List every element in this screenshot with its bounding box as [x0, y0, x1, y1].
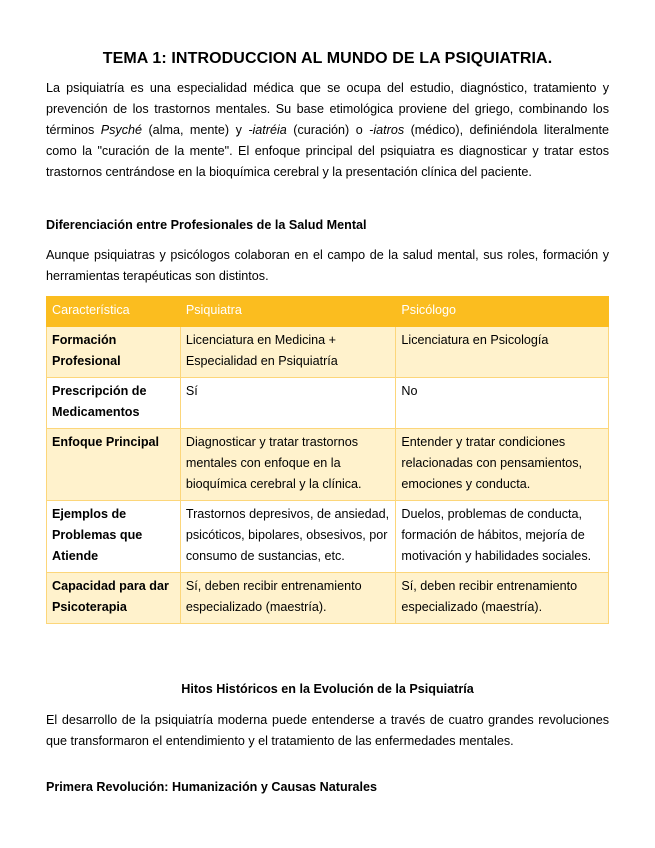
psychologist-cell: Sí, deben recibir entrenamiento especializado (maestría).: [396, 573, 609, 624]
history-paragraph: El desarrollo de la psiquiatría moderna puede entenderse a través de cuatro grandes revoluciones que transformaron el entendimiento y el tratamiento de las enfermedades mentales.: [46, 713, 609, 748]
table-row: [47, 327, 609, 378]
intro-text-4: (médico), definiéndola literalmente como la "curación de la mente". El enfoque principal del psiquiatra es diagnosticar y tratar estos trastornos centrándose en la bioquímica cerebral y la presentación clínica del paciente.: [46, 123, 609, 179]
term-iatreia: -iatréia: [248, 123, 287, 137]
intro-paragraph: [46, 78, 609, 183]
row-label: Formación Profesional: [47, 327, 181, 378]
psychiatrist-cell: Diagnosticar y tratar trastornos mentales con enfoque en la bioquímica cerebral y la clínica.: [180, 429, 396, 501]
table-row: [47, 429, 609, 501]
comparison-table: [46, 296, 609, 624]
row-label: Ejemplos de Problemas que Atiende: [47, 501, 181, 573]
table-row: [47, 501, 609, 573]
table-row: [47, 573, 609, 624]
psychiatrist-cell: Sí, deben recibir entrenamiento especializado (maestría).: [180, 573, 396, 624]
psychiatrist-cell: Licenciatura en Medicina + Especialidad en Psiquiatría: [180, 327, 396, 378]
psychologist-cell: No: [396, 378, 609, 429]
differentiation-paragraph: Aunque psiquiatras y psicólogos colaboran en el campo de la salud mental, sus roles, formación y herramientas terapéuticas son distintos.: [46, 248, 609, 283]
term-psyche: Psyché: [100, 123, 143, 137]
section-heading-first-revolution: Primera Revolución: Humanización y Causas Naturales: [46, 780, 378, 794]
intro-text-2: (alma, mente) y: [142, 123, 249, 137]
psychologist-cell: Entender y tratar condiciones relacionadas con pensamientos, emociones y conducta.: [396, 429, 609, 501]
row-label: Enfoque Principal: [47, 429, 181, 501]
page-title: TEMA 1: INTRODUCCION AL MUNDO DE LA PSIQUIATRIA.: [102, 50, 553, 67]
section-heading-differentiation: Diferenciación entre Profesionales de la Salud Mental: [46, 218, 367, 232]
table-row: [47, 378, 609, 429]
table-header-row: [47, 297, 609, 327]
psychiatrist-cell: Trastornos depresivos, de ansiedad, psicóticos, bipolares, obsesivos, por consumo de sustancias, etc.: [180, 501, 396, 573]
term-iatros: -iatros: [369, 123, 405, 137]
psychologist-cell: Licenciatura en Psicología: [396, 327, 609, 378]
header-characteristic: Característica: [47, 297, 181, 327]
section-heading-history: Hitos Históricos en la Evolución de la Psiquiatría: [181, 682, 474, 696]
row-label: Prescripción de Medicamentos: [47, 378, 181, 429]
psychologist-cell: Duelos, problemas de conducta, formación de hábitos, mejoría de motivación y habilidades sociales.: [396, 501, 609, 573]
intro-text-3: (curación) o: [286, 123, 370, 137]
header-psychologist: Psicólogo: [396, 297, 609, 327]
psychiatrist-cell: Sí: [180, 378, 396, 429]
row-label: Capacidad para dar Psicoterapia: [47, 573, 181, 624]
intro-text-1: La psiquiatría es una especialidad médica que se ocupa del estudio, diagnóstico, tratamiento y prevención de los trastornos mentales. Su base etimológica proviene del griego, combinando los términos: [46, 81, 609, 137]
header-psychiatrist: Psiquiatra: [180, 297, 396, 327]
